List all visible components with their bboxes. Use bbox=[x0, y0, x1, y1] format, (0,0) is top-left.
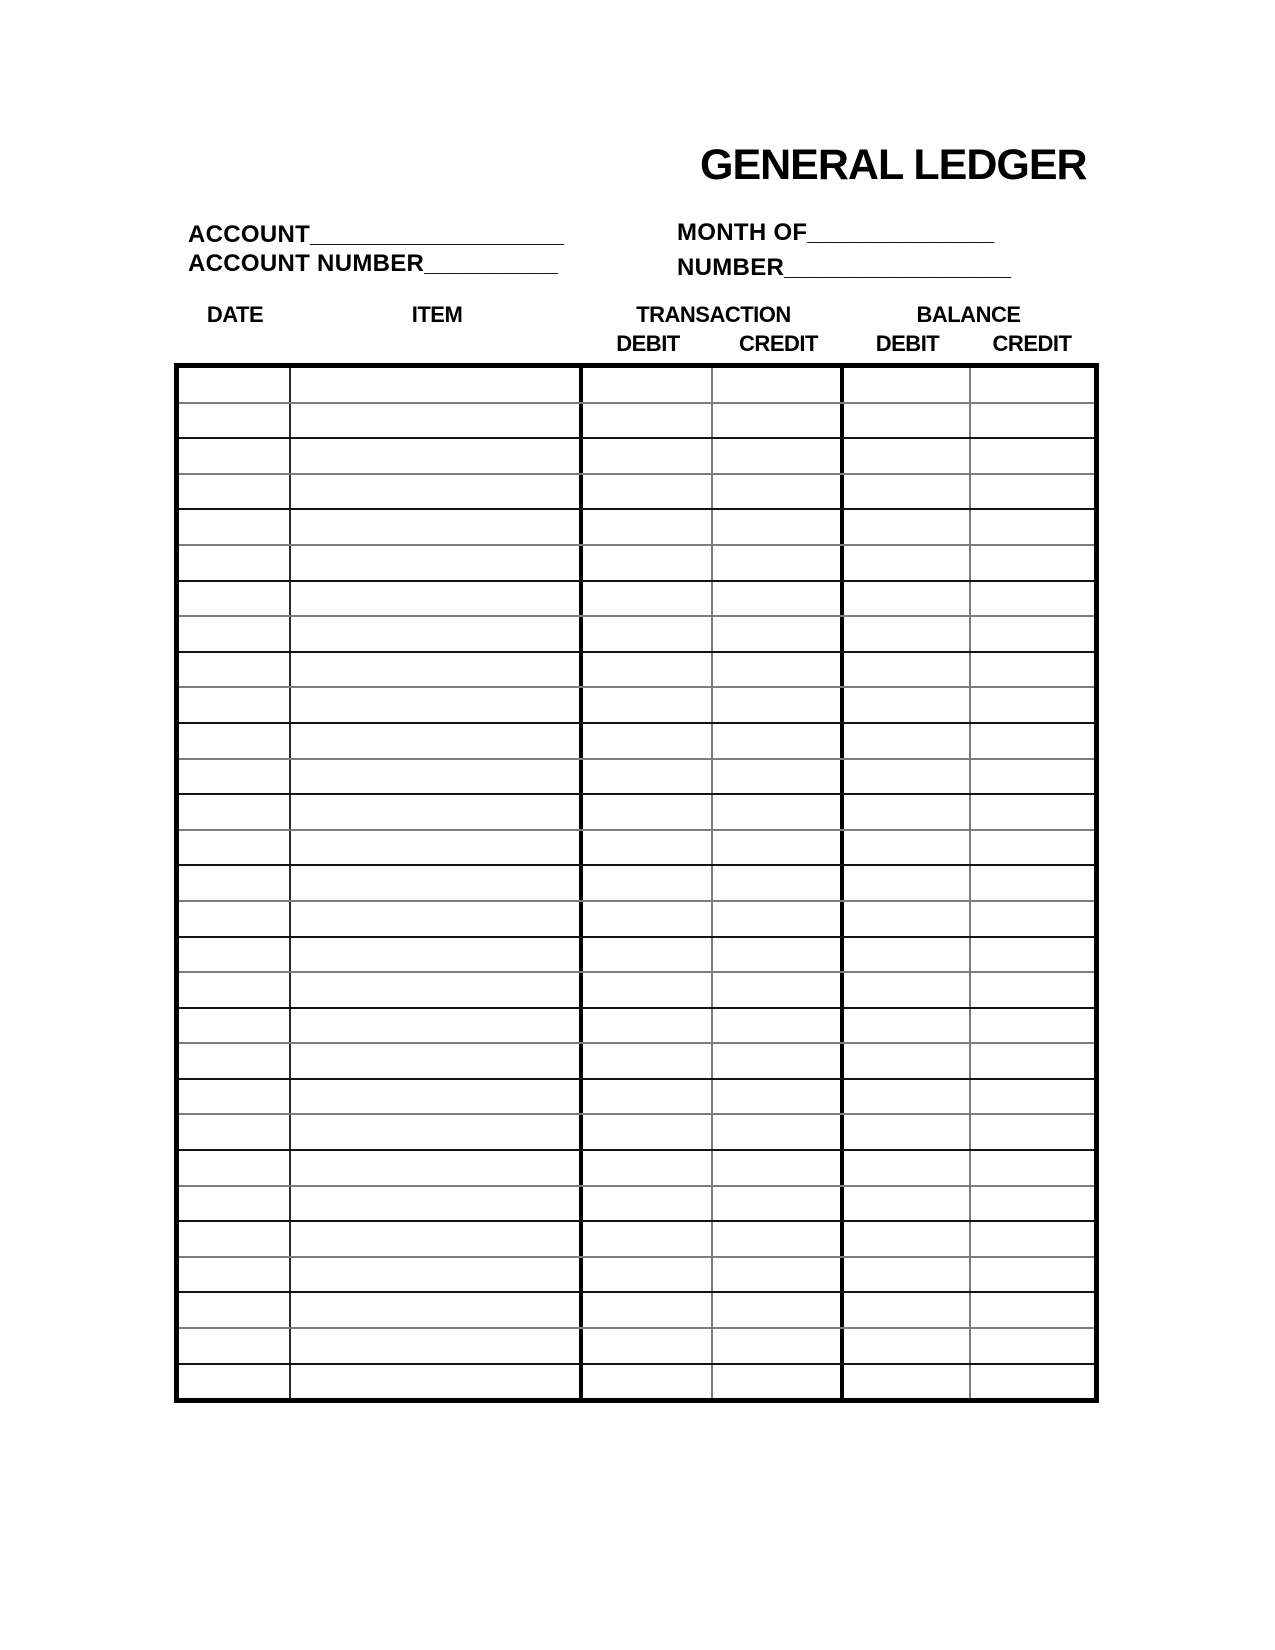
number-fill-line: _________________ bbox=[784, 254, 1012, 281]
cell-balance-debit bbox=[844, 1222, 971, 1256]
cell-transaction-credit bbox=[713, 1293, 844, 1327]
account-number-label: ACCOUNT NUMBER bbox=[188, 250, 425, 277]
cell-transaction-debit bbox=[583, 938, 713, 972]
number-field bbox=[677, 256, 1011, 280]
ledger-row bbox=[179, 1222, 1094, 1258]
cell-balance-credit bbox=[971, 510, 1094, 544]
cell-date bbox=[179, 617, 291, 651]
ledger-row bbox=[179, 831, 1094, 867]
ledger-row bbox=[179, 866, 1094, 902]
cell-item bbox=[291, 902, 583, 936]
cell-item bbox=[291, 866, 583, 900]
ledger-row bbox=[179, 1151, 1094, 1187]
cell-balance-debit bbox=[844, 902, 971, 936]
cell-transaction-debit bbox=[583, 902, 713, 936]
cell-transaction-credit bbox=[713, 902, 844, 936]
cell-transaction-credit bbox=[713, 1258, 844, 1292]
ledger-row bbox=[179, 1009, 1094, 1045]
ledger-row bbox=[179, 760, 1094, 796]
cell-transaction-credit bbox=[713, 1222, 844, 1256]
cell-date bbox=[179, 1293, 291, 1327]
cell-transaction-debit bbox=[583, 1151, 713, 1185]
cell-balance-debit bbox=[844, 1080, 971, 1114]
cell-date bbox=[179, 1080, 291, 1114]
cell-transaction-debit bbox=[583, 724, 713, 758]
cell-item bbox=[291, 795, 583, 829]
cell-item bbox=[291, 439, 583, 473]
cell-balance-credit bbox=[971, 902, 1094, 936]
ledger-row bbox=[179, 617, 1094, 653]
cell-balance-debit bbox=[844, 760, 971, 794]
cell-transaction-credit bbox=[713, 760, 844, 794]
cell-balance-credit bbox=[971, 439, 1094, 473]
column-header-balance-debit: DEBIT bbox=[875, 331, 940, 356]
cell-transaction-credit bbox=[713, 831, 844, 865]
cell-transaction-debit bbox=[583, 546, 713, 580]
cell-transaction-debit bbox=[583, 1187, 713, 1221]
ledger-row bbox=[179, 1044, 1094, 1080]
cell-transaction-debit bbox=[583, 1293, 713, 1327]
ledger-row bbox=[179, 1080, 1094, 1116]
cell-date bbox=[179, 1329, 291, 1363]
cell-balance-debit bbox=[844, 938, 971, 972]
cell-balance-credit bbox=[971, 368, 1094, 402]
column-header-date: DATE bbox=[206, 302, 264, 327]
cell-item bbox=[291, 1293, 583, 1327]
cell-balance-credit bbox=[971, 1044, 1094, 1078]
page-title: GENERAL LEDGER bbox=[700, 141, 1087, 189]
cell-balance-debit bbox=[844, 546, 971, 580]
cell-balance-debit bbox=[844, 404, 971, 438]
cell-transaction-credit bbox=[713, 1115, 844, 1149]
cell-transaction-debit bbox=[583, 439, 713, 473]
cell-transaction-debit bbox=[583, 795, 713, 829]
cell-balance-credit bbox=[971, 688, 1094, 722]
column-header-transaction-debit: DEBIT bbox=[616, 331, 680, 356]
cell-balance-debit bbox=[844, 1115, 971, 1149]
cell-date bbox=[179, 439, 291, 473]
cell-balance-debit bbox=[844, 831, 971, 865]
cell-balance-debit bbox=[844, 1258, 971, 1292]
cell-transaction-debit bbox=[583, 475, 713, 509]
cell-item bbox=[291, 1044, 583, 1078]
cell-balance-credit bbox=[971, 475, 1094, 509]
cell-transaction-credit bbox=[713, 510, 844, 544]
cell-transaction-credit bbox=[713, 582, 844, 616]
cell-transaction-credit bbox=[713, 475, 844, 509]
cell-balance-credit bbox=[971, 653, 1094, 687]
cell-balance-credit bbox=[971, 404, 1094, 438]
cell-date bbox=[179, 688, 291, 722]
cell-date bbox=[179, 475, 291, 509]
cell-balance-credit bbox=[971, 1187, 1094, 1221]
cell-item bbox=[291, 688, 583, 722]
cell-transaction-debit bbox=[583, 617, 713, 651]
cell-transaction-credit bbox=[713, 1080, 844, 1114]
ledger-row bbox=[179, 795, 1094, 831]
column-group-balance: BALANCE bbox=[916, 302, 1021, 327]
cell-transaction-credit bbox=[713, 1151, 844, 1185]
cell-item bbox=[291, 973, 583, 1007]
cell-date bbox=[179, 902, 291, 936]
cell-item bbox=[291, 1009, 583, 1043]
cell-date bbox=[179, 582, 291, 616]
cell-transaction-debit bbox=[583, 1365, 713, 1399]
cell-transaction-credit bbox=[713, 617, 844, 651]
cell-transaction-debit bbox=[583, 1009, 713, 1043]
cell-item bbox=[291, 1365, 583, 1399]
cell-date bbox=[179, 795, 291, 829]
cell-balance-debit bbox=[844, 1151, 971, 1185]
cell-item bbox=[291, 1258, 583, 1292]
cell-date bbox=[179, 1044, 291, 1078]
cell-balance-credit bbox=[971, 866, 1094, 900]
ledger-row bbox=[179, 973, 1094, 1009]
cell-transaction-debit bbox=[583, 1080, 713, 1114]
cell-transaction-debit bbox=[583, 510, 713, 544]
cell-item bbox=[291, 938, 583, 972]
cell-transaction-credit bbox=[713, 724, 844, 758]
cell-item bbox=[291, 617, 583, 651]
cell-transaction-credit bbox=[713, 1009, 844, 1043]
cell-balance-credit bbox=[971, 1365, 1094, 1399]
cell-date bbox=[179, 1151, 291, 1185]
cell-transaction-credit bbox=[713, 973, 844, 1007]
cell-item bbox=[291, 1080, 583, 1114]
cell-transaction-debit bbox=[583, 1115, 713, 1149]
cell-balance-credit bbox=[971, 973, 1094, 1007]
ledger-row bbox=[179, 546, 1094, 582]
cell-item bbox=[291, 653, 583, 687]
cell-balance-debit bbox=[844, 1009, 971, 1043]
cell-balance-debit bbox=[844, 1187, 971, 1221]
month-of-label: MONTH OF bbox=[677, 219, 808, 246]
cell-date bbox=[179, 1187, 291, 1221]
cell-balance-debit bbox=[844, 688, 971, 722]
cell-balance-debit bbox=[844, 582, 971, 616]
cell-transaction-debit bbox=[583, 582, 713, 616]
ledger-row bbox=[179, 1115, 1094, 1151]
ledger-row bbox=[179, 582, 1094, 618]
cell-date bbox=[179, 1009, 291, 1043]
cell-item bbox=[291, 404, 583, 438]
ledger-row bbox=[179, 439, 1094, 475]
cell-balance-credit bbox=[971, 546, 1094, 580]
cell-balance-credit bbox=[971, 760, 1094, 794]
cell-transaction-debit bbox=[583, 404, 713, 438]
ledger-row bbox=[179, 938, 1094, 974]
ledger-table bbox=[174, 363, 1099, 1403]
cell-transaction-credit bbox=[713, 439, 844, 473]
cell-transaction-credit bbox=[713, 546, 844, 580]
cell-date bbox=[179, 368, 291, 402]
cell-date bbox=[179, 404, 291, 438]
month-of-fill-line: ______________ bbox=[807, 219, 995, 246]
number-label: NUMBER bbox=[677, 254, 785, 281]
cell-transaction-debit bbox=[583, 653, 713, 687]
cell-balance-credit bbox=[971, 1080, 1094, 1114]
cell-date bbox=[179, 510, 291, 544]
account-number-field bbox=[188, 252, 558, 276]
cell-transaction-credit bbox=[713, 1187, 844, 1221]
cell-transaction-debit bbox=[583, 760, 713, 794]
cell-transaction-credit bbox=[713, 404, 844, 438]
cell-balance-credit bbox=[971, 1009, 1094, 1043]
account-label: ACCOUNT bbox=[188, 221, 311, 248]
cell-date bbox=[179, 1115, 291, 1149]
cell-item bbox=[291, 510, 583, 544]
cell-balance-debit bbox=[844, 1365, 971, 1399]
cell-transaction-debit bbox=[583, 1222, 713, 1256]
ledger-row bbox=[179, 1187, 1094, 1223]
cell-balance-credit bbox=[971, 1222, 1094, 1256]
cell-balance-credit bbox=[971, 1115, 1094, 1149]
cell-transaction-credit bbox=[713, 1365, 844, 1399]
cell-balance-credit bbox=[971, 938, 1094, 972]
cell-balance-credit bbox=[971, 795, 1094, 829]
cell-date bbox=[179, 653, 291, 687]
cell-item bbox=[291, 831, 583, 865]
cell-balance-debit bbox=[844, 653, 971, 687]
ledger-row bbox=[179, 902, 1094, 938]
cell-item bbox=[291, 368, 583, 402]
cell-transaction-debit bbox=[583, 1329, 713, 1363]
ledger-row bbox=[179, 1365, 1094, 1399]
cell-balance-credit bbox=[971, 831, 1094, 865]
cell-transaction-credit bbox=[713, 866, 844, 900]
cell-date bbox=[179, 1365, 291, 1399]
cell-item bbox=[291, 1187, 583, 1221]
ledger-row bbox=[179, 1293, 1094, 1329]
cell-transaction-credit bbox=[713, 938, 844, 972]
cell-date bbox=[179, 724, 291, 758]
ledger-row bbox=[179, 688, 1094, 724]
cell-item bbox=[291, 1329, 583, 1363]
ledger-row bbox=[179, 510, 1094, 546]
ledger-row bbox=[179, 368, 1094, 404]
cell-item bbox=[291, 724, 583, 758]
cell-balance-credit bbox=[971, 1329, 1094, 1363]
cell-balance-debit bbox=[844, 724, 971, 758]
cell-balance-credit bbox=[971, 724, 1094, 758]
cell-transaction-credit bbox=[713, 1044, 844, 1078]
account-field bbox=[188, 223, 564, 247]
cell-transaction-debit bbox=[583, 1258, 713, 1292]
account-number-fill-line: __________ bbox=[424, 250, 558, 277]
cell-transaction-debit bbox=[583, 368, 713, 402]
column-group-transaction: TRANSACTION bbox=[636, 302, 791, 327]
cell-transaction-credit bbox=[713, 1329, 844, 1363]
cell-balance-credit bbox=[971, 582, 1094, 616]
column-header-balance-credit: CREDIT bbox=[992, 331, 1072, 356]
cell-date bbox=[179, 831, 291, 865]
cell-balance-credit bbox=[971, 1151, 1094, 1185]
ledger-row bbox=[179, 475, 1094, 511]
cell-date bbox=[179, 760, 291, 794]
cell-balance-debit bbox=[844, 368, 971, 402]
cell-balance-debit bbox=[844, 439, 971, 473]
cell-item bbox=[291, 582, 583, 616]
ledger-row bbox=[179, 653, 1094, 689]
cell-balance-debit bbox=[844, 973, 971, 1007]
cell-item bbox=[291, 475, 583, 509]
cell-balance-debit bbox=[844, 1293, 971, 1327]
cell-transaction-credit bbox=[713, 795, 844, 829]
cell-balance-debit bbox=[844, 510, 971, 544]
cell-date bbox=[179, 938, 291, 972]
month-of-field bbox=[677, 221, 994, 245]
cell-balance-credit bbox=[971, 1258, 1094, 1292]
cell-item bbox=[291, 1115, 583, 1149]
cell-date bbox=[179, 546, 291, 580]
cell-item bbox=[291, 1222, 583, 1256]
cell-transaction-debit bbox=[583, 688, 713, 722]
cell-balance-credit bbox=[971, 617, 1094, 651]
ledger-row bbox=[179, 404, 1094, 440]
cell-balance-debit bbox=[844, 617, 971, 651]
cell-balance-debit bbox=[844, 795, 971, 829]
cell-transaction-credit bbox=[713, 653, 844, 687]
cell-item bbox=[291, 1151, 583, 1185]
cell-item bbox=[291, 546, 583, 580]
cell-date bbox=[179, 1258, 291, 1292]
account-fill-line: ___________________ bbox=[310, 221, 564, 248]
cell-transaction-debit bbox=[583, 1044, 713, 1078]
cell-transaction-debit bbox=[583, 973, 713, 1007]
cell-balance-debit bbox=[844, 1329, 971, 1363]
cell-item bbox=[291, 760, 583, 794]
cell-transaction-credit bbox=[713, 368, 844, 402]
cell-balance-credit bbox=[971, 1293, 1094, 1327]
column-header-transaction-credit: CREDIT bbox=[739, 331, 818, 356]
cell-transaction-debit bbox=[583, 866, 713, 900]
cell-date bbox=[179, 973, 291, 1007]
cell-date bbox=[179, 866, 291, 900]
cell-transaction-credit bbox=[713, 688, 844, 722]
cell-balance-debit bbox=[844, 1044, 971, 1078]
ledger-row bbox=[179, 724, 1094, 760]
ledger-row bbox=[179, 1258, 1094, 1294]
ledger-row bbox=[179, 1329, 1094, 1365]
cell-balance-debit bbox=[844, 866, 971, 900]
cell-transaction-debit bbox=[583, 831, 713, 865]
column-header-item: ITEM bbox=[411, 302, 463, 327]
cell-date bbox=[179, 1222, 291, 1256]
cell-balance-debit bbox=[844, 475, 971, 509]
